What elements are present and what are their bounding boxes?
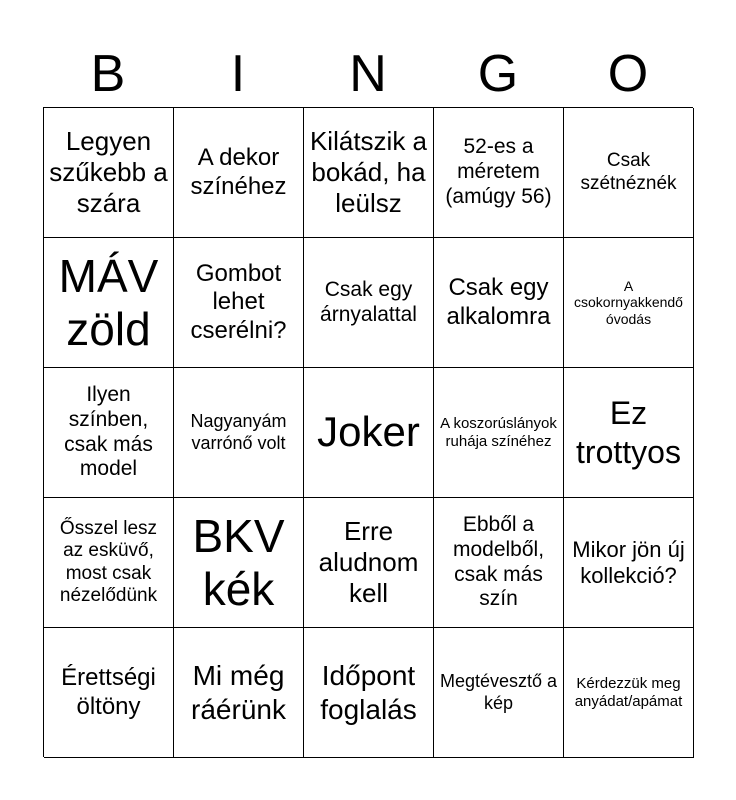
bingo-header <box>43 40 693 108</box>
bingo-cell[interactable]: Mi még ráérünk <box>174 628 304 758</box>
bingo-cell[interactable]: 52-es a méretem (amúgy 56) <box>434 108 564 238</box>
bingo-cell[interactable]: Csak szétnéznék <box>564 108 694 238</box>
bingo-cell[interactable]: Kilátszik a bokád, ha leülsz <box>304 108 434 238</box>
bingo-cell[interactable]: Nagyanyám varrónő volt <box>174 368 304 498</box>
bingo-cell[interactable]: A csokornyakkendő óvodás <box>564 238 694 368</box>
bingo-cell[interactable]: Erre aludnom kell <box>304 498 434 628</box>
header-letter-n: N <box>349 45 387 103</box>
bingo-cell[interactable]: A koszorúslányok ruhája színéhez <box>434 368 564 498</box>
bingo-cell[interactable]: Legyen szűkebb a szára <box>44 108 174 238</box>
bingo-cell[interactable]: Gombot lehet cserélni? <box>174 238 304 368</box>
bingo-cell[interactable]: Joker <box>304 368 434 498</box>
bingo-cell[interactable]: Megtévesztő a kép <box>434 628 564 758</box>
bingo-cell[interactable]: Ilyen színben, csak más model <box>44 368 174 498</box>
header-letter-b: B <box>90 45 126 103</box>
bingo-cell[interactable]: Érettségi öltöny <box>44 628 174 758</box>
bingo-cell[interactable]: Kérdezzük meg anyádat/apámat <box>564 628 694 758</box>
bingo-cell[interactable]: A dekor színéhez <box>174 108 304 238</box>
header-letter-o: O <box>607 45 649 103</box>
header-letter-g: G <box>477 45 519 103</box>
bingo-cell[interactable]: BKV kék <box>174 498 304 628</box>
header-letter-i: I <box>230 45 246 103</box>
bingo-cell[interactable]: Csak egy alkalomra <box>434 238 564 368</box>
bingo-cell[interactable]: Időpont foglalás <box>304 628 434 758</box>
bingo-cell[interactable]: Ősszel lesz az esküvő, most csak nézelődünk <box>44 498 174 628</box>
bingo-cell[interactable]: Csak egy árnyalattal <box>304 238 434 368</box>
bingo-cell[interactable]: Ez trottyos <box>564 368 694 498</box>
bingo-cell[interactable]: MÁV zöld <box>44 238 174 368</box>
bingo-cell[interactable]: Mikor jön új kollekció? <box>564 498 694 628</box>
bingo-grid <box>43 107 693 757</box>
bingo-cell[interactable]: Ebből a modelből, csak más szín <box>434 498 564 628</box>
